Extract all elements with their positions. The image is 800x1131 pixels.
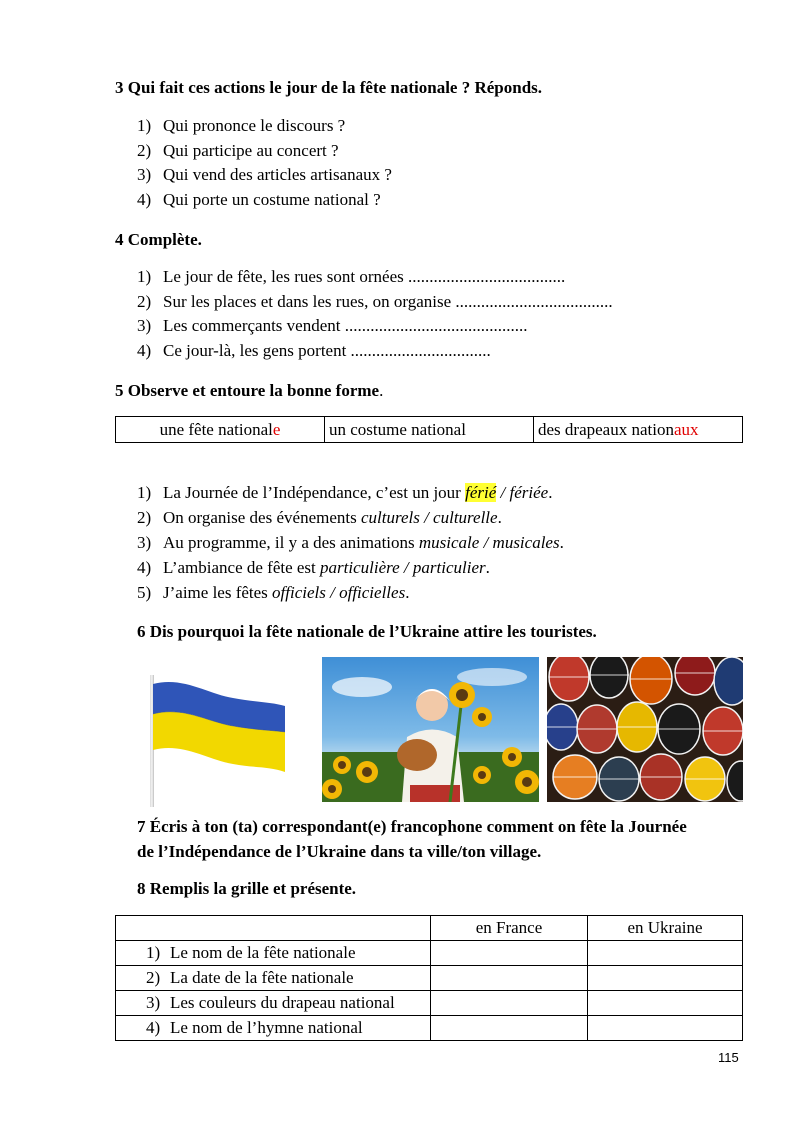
form-base: un costume national <box>329 419 466 439</box>
exercise-5-title-bold: 5 Observe et entoure la bonne forme <box>115 381 380 400</box>
item-number: 2) <box>137 508 152 527</box>
list-item <box>137 141 392 161</box>
row-label-text: Le nom de la fête nationale <box>170 943 356 962</box>
row-label <box>116 966 431 991</box>
header-cell: en France <box>431 916 588 941</box>
form-ending: e <box>272 419 281 439</box>
options: particulière / particulier <box>320 558 486 577</box>
item-text: J’aime les fêtes <box>163 583 273 602</box>
item-text: Sur les places et dans les rues, on organise ..................................... <box>163 291 613 311</box>
item-text: On organise des événements <box>163 508 361 527</box>
item-end: . <box>497 508 502 527</box>
exercise-4-list <box>137 267 613 361</box>
exercise-5-title <box>115 381 383 401</box>
item-number: 3) <box>137 316 152 336</box>
item-number: 2) <box>137 140 152 160</box>
row-label-text: La date de la fête nationale <box>170 968 354 987</box>
list-item <box>137 116 392 136</box>
answer-cell-ukraine[interactable] <box>588 1016 743 1041</box>
row-label <box>116 991 431 1016</box>
exercise-3-title: 3 Qui fait ces actions le jour de la fête nationale ? Réponds. <box>115 78 543 97</box>
form-cell <box>325 417 534 443</box>
sunflower-field-illustration <box>322 657 539 802</box>
highlighted-option: férié <box>465 483 497 502</box>
form-cell <box>116 417 325 443</box>
exercise-5-list <box>137 483 564 603</box>
options: culturels / culturelle <box>360 508 498 527</box>
list-item <box>137 533 564 553</box>
header-cell: en Ukraine <box>588 916 743 941</box>
item-end: . <box>548 483 553 502</box>
item-text: Le jour de fête, les rues sont ornées ..................................... <box>163 267 566 286</box>
item-number: 3) <box>137 533 152 552</box>
table-row <box>116 417 743 443</box>
item-text: Ce jour-là, les gens portent ................................. <box>163 341 491 361</box>
table-row <box>116 1016 743 1041</box>
options: musicale / musicales <box>418 533 560 552</box>
answer-cell-france[interactable] <box>431 941 588 966</box>
row-label <box>116 941 431 966</box>
item-text: Qui prononce le discours ? <box>163 116 346 135</box>
list-item <box>137 583 564 603</box>
item-text: Au programme, il y a des animations <box>163 533 419 552</box>
item-text: Qui vend des articles artisanaux ? <box>163 165 392 185</box>
sunflower-woman-photo <box>322 657 539 802</box>
item-text: L’ambiance de fête est <box>163 558 321 577</box>
item-text: Qui porte un costume national ? <box>163 190 381 210</box>
exercise-7-line-1: 7 Écris à ton (ta) correspondant(e) francophone comment on fête la Journée <box>137 817 687 836</box>
item-number: 4) <box>137 190 152 210</box>
answer-cell-france[interactable] <box>431 991 588 1016</box>
exercise-3-list <box>137 116 392 210</box>
item-number: 2) <box>137 291 152 311</box>
row-number: 2) <box>146 968 161 987</box>
forms-table <box>115 416 743 443</box>
form-base: une fête national <box>159 419 273 439</box>
item-text: La Journée de l’Indépendance, c’est un jour <box>163 483 466 502</box>
row-label-text: Le nom de l’hymne national <box>170 1018 363 1037</box>
table-row <box>116 991 743 1016</box>
item-number: 1) <box>137 483 152 502</box>
table-row <box>116 941 743 966</box>
form-ending: aux <box>673 419 699 439</box>
table-row <box>116 966 743 991</box>
answer-cell-ukraine[interactable] <box>588 991 743 1016</box>
form-cell <box>534 417 743 443</box>
item-end: . <box>405 583 410 602</box>
list-item <box>137 558 564 578</box>
exercise-4-title: 4 Complète. <box>115 230 202 249</box>
exercise-6-title: 6 Dis pourquoi la fête nationale de l’Ukraine attire les touristes. <box>137 622 597 641</box>
option-separator: / <box>496 483 510 502</box>
list-item <box>137 508 564 528</box>
item-number: 3) <box>137 165 152 185</box>
answer-cell-france[interactable] <box>431 1016 588 1041</box>
list-item <box>137 316 613 336</box>
row-number: 1) <box>146 943 161 962</box>
item-text: Les commerçants vendent ........................................... <box>163 316 528 336</box>
list-item <box>137 267 613 287</box>
list-item <box>137 483 564 503</box>
row-number: 4) <box>146 1018 161 1037</box>
exercise-7-line-2: de l’Indépendance de l’Ukraine dans ta ville/ton village. <box>137 842 542 861</box>
item-number: 5) <box>137 583 152 602</box>
answer-cell-ukraine[interactable] <box>588 941 743 966</box>
presentation-grid <box>115 915 743 1041</box>
page-number: 115 <box>718 1050 739 1065</box>
list-item <box>137 341 613 361</box>
item-number: 4) <box>137 341 152 361</box>
item-number: 1) <box>137 267 152 286</box>
options: officiels / officielles <box>272 583 406 602</box>
row-label-text: Les couleurs du drapeau national <box>170 993 395 1012</box>
ukraine-flag-image <box>153 676 285 784</box>
option: fériée <box>509 483 549 502</box>
table-header-row <box>116 916 743 941</box>
item-text: Qui participe au concert ? <box>163 140 339 160</box>
item-end: . <box>559 533 564 552</box>
row-number: 3) <box>146 993 161 1012</box>
decorated-eggs-illustration <box>547 657 743 802</box>
pysanky-eggs-photo <box>547 657 743 802</box>
exercise-8-title: 8 Remplis la grille et présente. <box>137 879 357 898</box>
list-item <box>137 165 392 185</box>
form-base: des drapeaux nation <box>538 419 674 439</box>
header-cell <box>116 916 431 941</box>
list-item <box>137 190 392 210</box>
item-end: . <box>485 558 490 577</box>
answer-cell-france[interactable] <box>431 966 588 991</box>
item-number: 1) <box>137 116 152 135</box>
exercise-5-title-end: . <box>379 381 384 400</box>
item-number: 4) <box>137 558 152 577</box>
answer-cell-ukraine[interactable] <box>588 966 743 991</box>
row-label <box>116 1016 431 1041</box>
list-item <box>137 292 613 312</box>
